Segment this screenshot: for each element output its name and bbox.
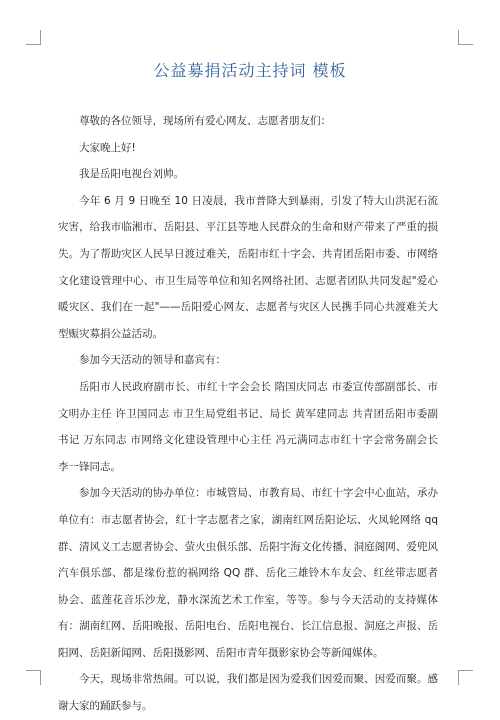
disaster-background-paragraph: 今年 6 月 9 日晚至 10 日凌晨，我市普降大到暴雨，引发了特大山洪泥石流灾害，给我市临湘市、岳阳县、平江县等地人民群众的生命和财产带来了严重的损失。为了帮助灾区人民早日渡过难关，岳阳市红十字会、共青团岳阳市委、市网络文化建设管理中心、市卫生局等单位和知名网络社团、志愿者团队共同发起"爱心暖灾区、我们在一起"——岳阳爱心网友、志愿者与灾区人民携手同心共渡难关大型赈灾募捐公益活动。 — [58, 194, 438, 340]
closing-paragraph: 今天，现场非常热闹。可以说，我们都是因为爱我们因爱而聚、因爱而聚。感谢大家的踊跃参与。 — [58, 673, 438, 713]
crop-mark-bottom-left — [26, 670, 41, 685]
host-intro-paragraph: 我是岳阳电视台刘帅。 — [79, 168, 184, 181]
guests-list-paragraph: 岳阳市人民政府副市长、市红十字会会长 隋国庆同志 市委宣传部副部长、市文明办主任 许卫国同志 市卫生局党组书记、局长 黄军建同志 共青团岳阳市委副书记 万东同志 市网络文化建设管理中心主任 冯元满同志市红十字会常务副会长 李一锋同志。 — [58, 380, 438, 473]
organizers-paragraph: 参加今天活动的协办单位：市城管局、市教育局、市红十字会中心血站，承办单位有：市志愿者协会，红十字志愿者之家，湖南红网岳阳论坛、火凤轮网络 qq 群、清风义工志愿者协会、萤火虫俱乐部、岳阳宇海文化传播、洞庭阁网、爱兜风汽车俱乐部、都是缘份惹的祸网络 QQ 群、岳化三雄铃木车友会、红丝带志愿者协会、蓝莲花音乐沙龙，静水深流艺术工作室，等等。参与今天活动的支持媒体有：湖南红网、岳阳晚报、岳阳电台、岳阳电视台、长江信息报、洞庭之声报、岳阳网、岳阳新闻网、岳阳摄影网、岳阳市青年摄影家协会等新闻媒体。 — [58, 487, 438, 659]
document-body — [58, 108, 438, 720]
evening-greeting-paragraph: 大家晚上好! — [79, 141, 136, 154]
guests-heading-paragraph: 参加今天活动的领导和嘉宾有： — [79, 354, 226, 367]
crop-mark-top-right — [458, 30, 473, 45]
crop-mark-top-left — [26, 30, 41, 45]
crop-mark-bottom-right — [458, 670, 473, 685]
greeting-paragraph: 尊敬的各位领导，现场所有爱心网友、志愿者朋友们： — [79, 115, 331, 127]
document-title: 公益募捐活动主持词 模板 — [153, 61, 347, 80]
